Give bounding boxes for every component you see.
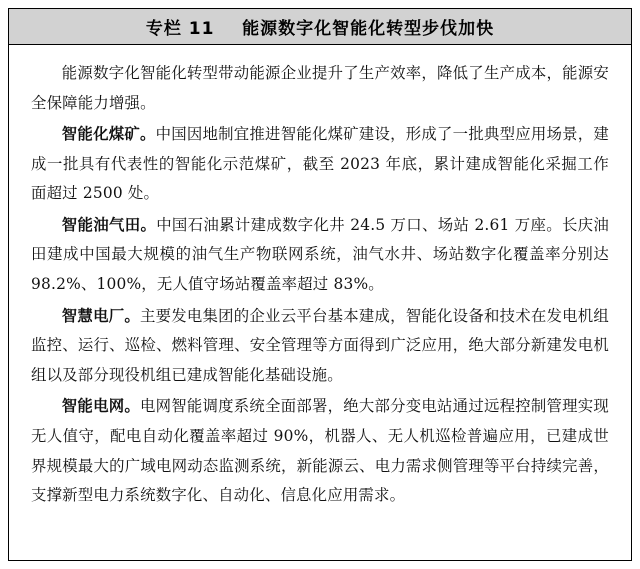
paragraph-lead: 智能油气田。	[61, 215, 157, 234]
paragraph-text: 中国石油累计建成数字化井 24.5 万口、场站 2.61 万座。长庆油田建成中国最大规模的油气生产物联网系统，油气水井、场站数字化覆盖率分别达 98.2%、100%，无人值守场站覆盖率超过 83%。	[31, 215, 610, 294]
box-title: 专栏 11 能源数字化智能化转型步伐加快	[145, 19, 495, 39]
paragraph	[31, 392, 609, 510]
paragraph	[31, 211, 609, 300]
paragraph-text: 能源数字化智能化转型带动能源企业提升了生产效率，降低了生产成本，能源安全保障能力增强。	[31, 64, 609, 112]
feature-box	[8, 8, 632, 561]
paragraph-text: 电网智能调度系统全面部署，绝大部分变电站通过远程控制管理实现无人值守，配电自动化覆盖率超过 90%，机器人、无人机巡检普遍应用，已建成世界规模最大的广域电网动态监测系统，新能源云、电力需求侧管理等平台持续完善，支撑新型电力系统数字化、自动化、信息化应用需求。	[31, 397, 609, 505]
paragraph	[31, 120, 609, 209]
paragraph-lead: 智能化煤矿。	[61, 125, 156, 144]
paragraph	[31, 59, 609, 118]
paragraph-text: 中国因地制宜推进智能化煤矿建设，形成了一批典型应用场景，建成一批具有代表性的智能化示范煤矿，截至 2023 年底，累计建成智能化采掘工作面超过 2500 处。	[31, 125, 609, 203]
paragraph	[31, 302, 609, 391]
box-title-bar	[9, 9, 631, 45]
paragraph-lead: 智能电网。	[61, 397, 140, 416]
box-body	[9, 45, 631, 523]
paragraph-lead: 智慧电厂。	[61, 306, 140, 325]
paragraph-text: 主要发电集团的企业云平台基本建成，智能化设备和技术在发电机组监控、运行、巡检、燃料管理、安全管理等方面得到广泛应用，绝大部分新建发电机组以及部分现役机组已建成智能化基础设施。	[31, 306, 609, 384]
